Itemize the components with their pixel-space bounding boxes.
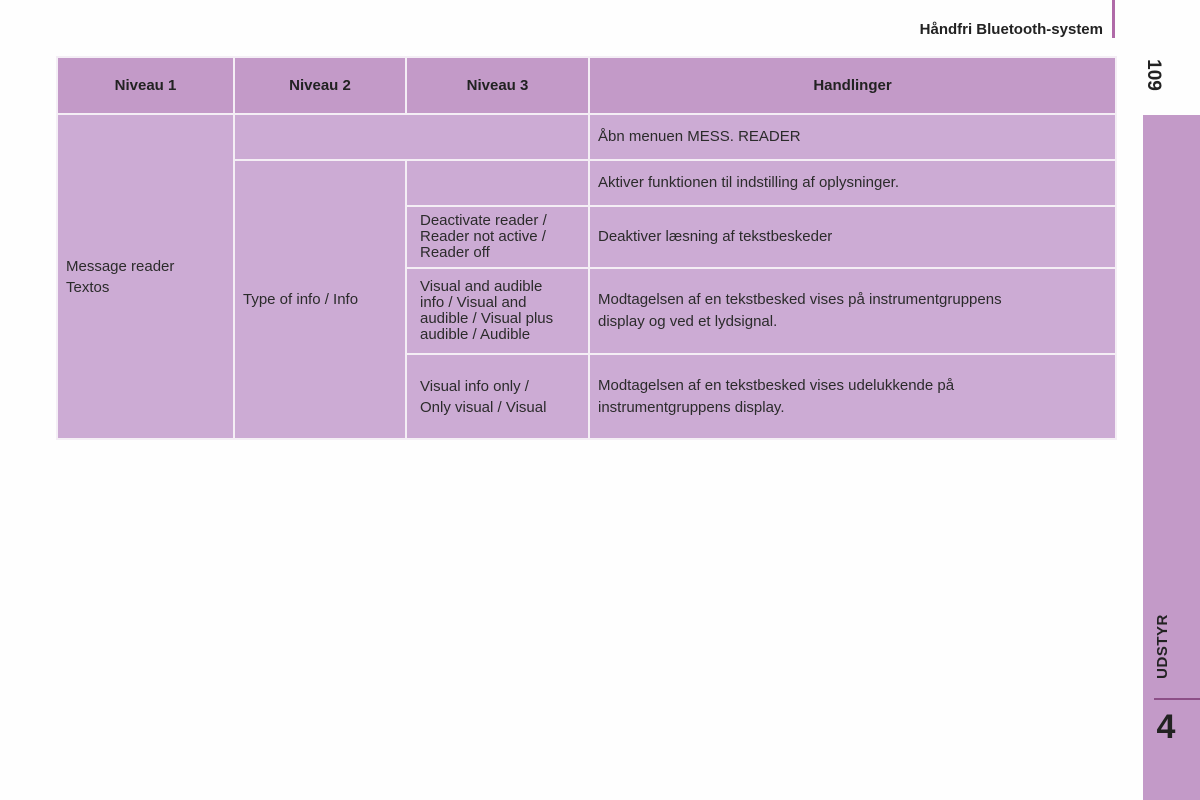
level1-cell: Message reader Textos: [57, 114, 234, 439]
section-title: Håndfri Bluetooth-system: [919, 21, 1103, 38]
chapter-label: [1149, 605, 1175, 687]
column-header-level1: Niveau 1: [57, 57, 234, 114]
column-header-actions: Handlinger: [589, 57, 1116, 114]
level3-cell: Visual and audible info / Visual and audible / Visual plus audible / Audible: [406, 268, 589, 354]
table-row: [57, 114, 1116, 160]
empty-cell: [406, 160, 589, 206]
page-number-text: 109: [1143, 59, 1165, 91]
page-number: [1138, 58, 1168, 92]
action-cell: Modtagelsen af en tekstbesked vises udelukkende på instrumentgruppens display.: [589, 354, 1116, 439]
chapter-number: 4: [1156, 708, 1176, 746]
level3-cell: Deactivate reader / Reader not active / Reader off: [406, 206, 589, 268]
action-cell: Aktiver funktionen til indstilling af oplysninger.: [589, 160, 1116, 206]
chapter-label-text: UDSTYR: [1153, 613, 1171, 679]
empty-cell: [234, 114, 589, 160]
chapter-divider: [1154, 698, 1200, 700]
level3-cell: Visual info only / Only visual / Visual: [406, 354, 589, 439]
column-header-level3: Niveau 3: [406, 57, 589, 114]
action-cell: Deaktiver læsning af tekstbeskeder: [589, 206, 1116, 268]
action-cell: Modtagelsen af en tekstbesked vises på instrumentgruppens display og ved et lydsignal.: [589, 268, 1116, 354]
level2-cell: Type of info / Info: [234, 160, 406, 439]
table-header-row: [57, 57, 1116, 114]
menu-table: [56, 56, 1117, 440]
column-header-level2: Niveau 2: [234, 57, 406, 114]
header-divider: [1112, 0, 1115, 38]
action-cell: Åbn menuen MESS. READER: [589, 114, 1116, 160]
